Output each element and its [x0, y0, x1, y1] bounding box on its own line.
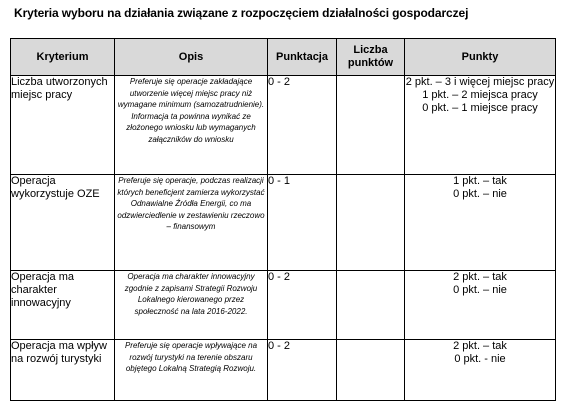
- column-header-punkty: Punkty: [405, 39, 556, 76]
- page-title: Kryteria wyboru na działania związane z rozpoczęciem działalności gospodarczej: [14, 6, 469, 20]
- cell-opis: Preferuje się operacje, podczas realizacji których beneficjent zamierza wykorzystać Odnawialne Źródła Energii, co ma odzwierciedlenie w zestawieniu rzeczowo – finansowym: [115, 175, 268, 271]
- cell-punktacja: 0 - 2: [268, 340, 337, 401]
- cell-liczba-punktow: [337, 76, 405, 175]
- cell-punktacja: 0 - 2: [268, 271, 337, 340]
- cell-punkty: [405, 175, 556, 271]
- criteria-table: [10, 38, 556, 401]
- column-header-kryterium: Kryterium: [11, 39, 115, 76]
- punkty-line: 1 pkt. – 2 miejsca pracy: [422, 89, 538, 101]
- punkty-line: 2 pkt. – tak: [453, 340, 507, 352]
- punkty-line: 2 pkt. – 3 i więcej miejsc pracy: [405, 76, 555, 88]
- table-row: [11, 175, 556, 271]
- cell-liczba-punktow: [337, 271, 405, 340]
- cell-punktacja: 0 - 1: [268, 175, 337, 271]
- punkty-line: 0 pkt. - nie: [454, 353, 506, 365]
- cell-punkty: [405, 271, 556, 340]
- punkty-line: 0 pkt. – nie: [453, 188, 507, 200]
- cell-kryterium: Operacja ma wpływ na rozwój turystyki: [11, 340, 115, 401]
- table-row: [11, 76, 556, 175]
- table-header-row: [11, 39, 556, 76]
- table-row: [11, 271, 556, 340]
- cell-kryterium: Operacja wykorzystuje OZE: [11, 175, 115, 271]
- cell-punkty: [405, 340, 556, 401]
- cell-liczba-punktow: [337, 340, 405, 401]
- cell-opis: Preferuje się operacje wpływające na rozwój turystyki na terenie obszaru objętego Lokalną Strategią Rozwoju.: [115, 340, 268, 401]
- cell-liczba-punktow: [337, 175, 405, 271]
- table-row: [11, 340, 556, 401]
- punkty-line: 2 pkt. – tak: [453, 271, 507, 283]
- column-header-opis: Opis: [115, 39, 268, 76]
- punkty-line: 0 pkt. – 1 miejsce pracy: [422, 102, 538, 114]
- cell-punkty: [405, 76, 556, 175]
- punkty-line: 0 pkt. – nie: [453, 284, 507, 296]
- cell-punktacja: 0 - 2: [268, 76, 337, 175]
- cell-kryterium: Operacja ma charakter innowacyjny: [11, 271, 115, 340]
- cell-kryterium: Liczba utworzonych miejsc pracy: [11, 76, 115, 175]
- column-header-liczba-punktow: Liczba punktów: [337, 39, 405, 76]
- cell-opis: Operacja ma charakter innowacyjny zgodnie z zapisami Strategii Rozwoju Lokalnego kierowanego przez społeczność na lata 2016-2022.: [115, 271, 268, 340]
- punkty-line: 1 pkt. – tak: [453, 175, 507, 187]
- column-header-punktacja: Punktacja: [268, 39, 337, 76]
- cell-opis: Preferuje się operacje zakładające utworzenie więcej miejsc pracy niż wymagane minimum (samozatrudnienie). Informacja ta powinna wynikać ze złożonego wniosku lub wymaganych załączników do wniosku: [115, 76, 268, 175]
